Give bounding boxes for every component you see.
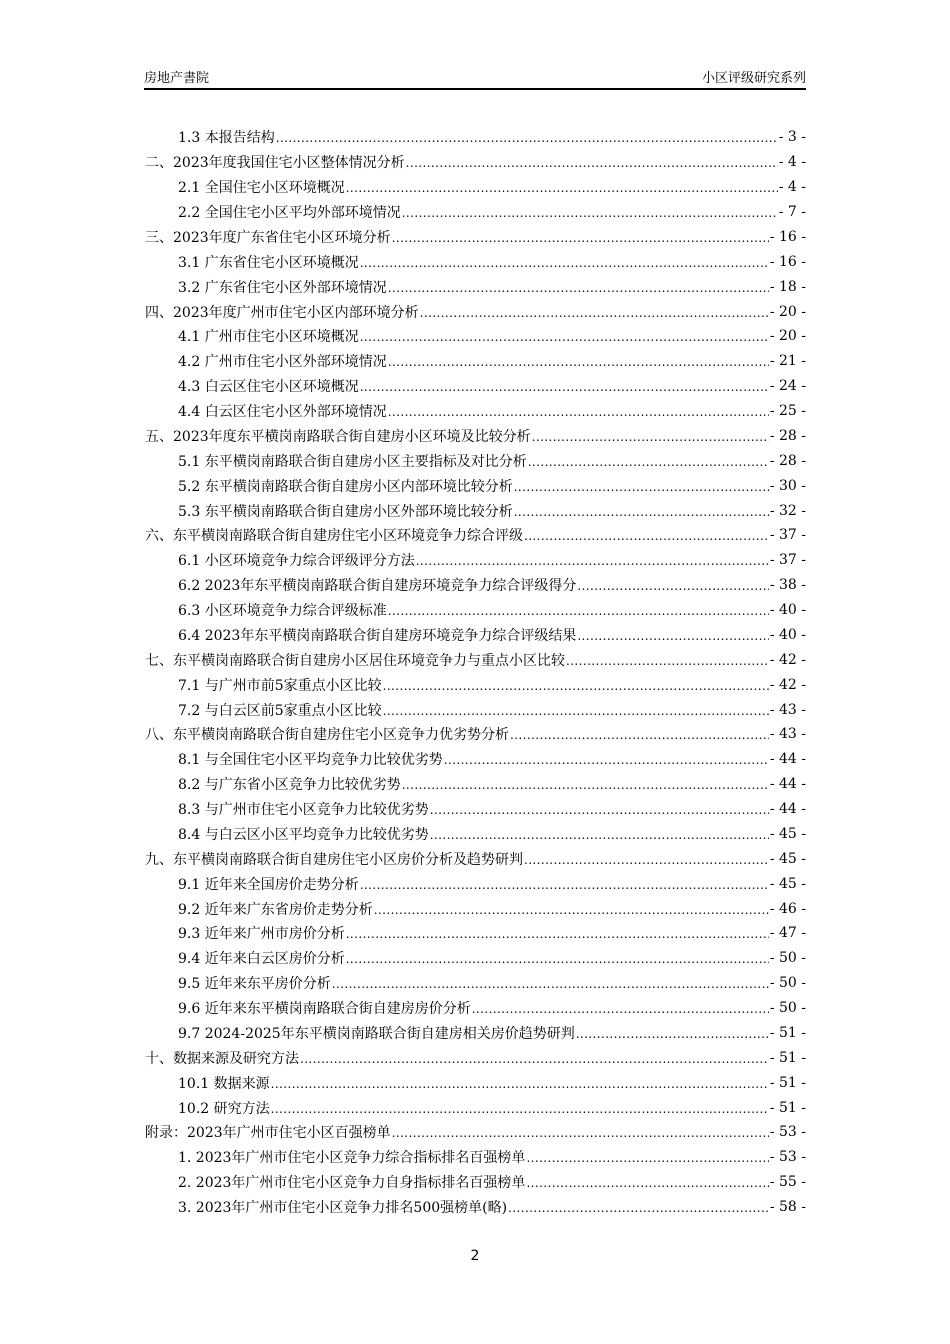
toc-chapter-entry[interactable] [145, 150, 806, 175]
dot-leader [300, 1050, 769, 1066]
dot-leader [526, 1174, 768, 1190]
toc-entry-page: - 44 - [769, 751, 806, 768]
dot-leader [346, 925, 769, 941]
dot-leader [360, 328, 769, 344]
toc-section-entry[interactable] [145, 324, 806, 349]
dot-leader [510, 726, 769, 742]
dot-leader [271, 1100, 769, 1116]
dot-leader [577, 577, 768, 593]
toc-entry-title: 5.1 东平横岗南路联合街自建房小区主要指标及对比分析 [178, 453, 527, 470]
dot-leader [528, 453, 769, 469]
toc-section-entry[interactable] [145, 448, 806, 473]
toc-entry-page: - 51 - [769, 1024, 806, 1041]
dot-leader [388, 602, 769, 618]
dot-leader [524, 527, 769, 543]
toc-entry-title: 9.2 近年来广东省房价走势分析 [178, 901, 373, 918]
toc-entry-page: - 53 - [769, 1124, 806, 1141]
dot-leader [332, 975, 769, 991]
toc-section-entry[interactable] [145, 623, 806, 648]
toc-entry-title: 10.1 数据来源 [178, 1075, 270, 1092]
toc-entry-title: 2.1 全国住宅小区环境概况 [178, 180, 345, 197]
toc-section-entry[interactable] [145, 498, 806, 523]
toc-entry-page: - 45 - [769, 850, 806, 867]
toc-entry-title: 六、东平横岗南路联合街自建房住宅小区环境竞争力综合评级 [145, 528, 523, 545]
toc-entry-page: - 42 - [769, 651, 806, 668]
toc-entry-page: - 42 - [769, 676, 806, 693]
dot-leader [346, 179, 778, 195]
toc-section-entry[interactable] [145, 473, 806, 498]
toc-entry-page: - 25 - [769, 403, 806, 420]
toc-chapter-entry[interactable] [145, 1045, 806, 1070]
toc-entry-title: 三、2023年度广东省住宅小区环境分析 [145, 229, 391, 246]
toc-entry-title: 3.1 广东省住宅小区环境概况 [178, 254, 359, 271]
toc-chapter-entry[interactable] [145, 647, 806, 672]
toc-entry-page: - 4 - [778, 154, 806, 171]
toc-entry-title: 8.1 与全国住宅小区平均竞争力比较优劣势 [178, 752, 443, 769]
toc-section-entry[interactable] [145, 697, 806, 722]
toc-section-entry[interactable] [145, 1195, 806, 1220]
toc-entry-title: 6.3 小区环境竞争力综合评级标准 [178, 603, 387, 620]
toc-section-entry[interactable] [145, 1170, 806, 1195]
toc-chapter-entry[interactable] [145, 299, 806, 324]
dot-leader [524, 851, 769, 867]
toc-entry-page: - 45 - [769, 875, 806, 892]
toc-entry-page: - 51 - [769, 1099, 806, 1116]
dot-leader [430, 801, 769, 817]
toc-chapter-entry[interactable] [145, 1120, 806, 1145]
toc-chapter-entry[interactable] [145, 846, 806, 871]
toc-entry-page: - 50 - [769, 1000, 806, 1017]
toc-entry-page: - 43 - [769, 701, 806, 718]
page-number: 2 [470, 1248, 480, 1264]
toc-chapter-entry[interactable] [145, 523, 806, 548]
toc-section-entry[interactable] [145, 548, 806, 573]
toc-entry-page: - 47 - [769, 925, 806, 942]
toc-entry-title: 4.1 广州市住宅小区环境概况 [178, 329, 359, 346]
toc-entry-title: 3. 2023年广州市住宅小区竞争力排名500强榜单(略) [178, 1200, 508, 1217]
toc-section-entry[interactable] [145, 598, 806, 623]
toc-entry-page: - 58 - [769, 1199, 806, 1216]
header-series: 小区评级研究系列 [701, 71, 806, 86]
page-header [144, 66, 806, 90]
toc-entry-page: - 20 - [769, 303, 806, 320]
toc-section-entry[interactable] [145, 573, 806, 598]
toc-entry-page: - 30 - [769, 477, 806, 494]
toc-section-entry[interactable] [145, 822, 806, 847]
dot-leader [383, 702, 769, 718]
toc-entry-page: - 16 - [769, 228, 806, 245]
dot-leader [388, 403, 769, 419]
toc-entry-page: - 28 - [769, 427, 806, 444]
toc-section-entry[interactable] [145, 672, 806, 697]
toc-entry-page: - 43 - [769, 726, 806, 743]
toc-section-entry[interactable] [145, 896, 806, 921]
dot-leader [514, 478, 769, 494]
toc-entry-page: - 40 - [769, 602, 806, 619]
toc-section-entry[interactable] [145, 772, 806, 797]
dot-leader [420, 304, 769, 320]
dot-leader [577, 627, 768, 643]
dot-leader [566, 652, 769, 668]
toc-section-entry[interactable] [145, 921, 806, 946]
dot-leader [346, 950, 769, 966]
toc-entry-title: 6.2 2023年东平横岗南路联合街自建房环境竞争力综合评级得分 [178, 578, 577, 595]
dot-leader [472, 1000, 769, 1016]
toc-section-entry[interactable] [145, 249, 806, 274]
dot-leader [392, 229, 769, 245]
toc-section-entry[interactable] [145, 1145, 806, 1170]
toc-entry-page: - 21 - [769, 353, 806, 370]
toc-entry-title: 7.1 与广州市前5家重点小区比较 [178, 677, 382, 694]
toc-entry-page: - 46 - [769, 900, 806, 917]
toc-entry-title: 8.2 与广东省小区竞争力比较优劣势 [178, 777, 401, 794]
toc-entry-title: 九、东平横岗南路联合街自建房住宅小区房价分析及趋势研判 [145, 851, 523, 868]
dot-leader [392, 1124, 769, 1140]
toc-entry-page: - 20 - [769, 328, 806, 345]
table-of-contents [145, 125, 806, 1220]
toc-entry-page: - 44 - [769, 776, 806, 793]
toc-section-entry[interactable] [145, 1095, 806, 1120]
toc-entry-title: 1. 2023年广州市住宅小区竞争力综合指标排名百强榜单 [178, 1150, 526, 1167]
toc-entry-title: 七、东平横岗南路联合街自建房小区居住环境竞争力与重点小区比较 [145, 652, 565, 669]
dot-leader [526, 1149, 768, 1165]
dot-leader [360, 378, 769, 394]
toc-entry-page: - 50 - [769, 950, 806, 967]
toc-entry-page: - 40 - [769, 626, 806, 643]
dot-leader [508, 1199, 769, 1215]
toc-entry-title: 五、2023年度东平横岗南路联合街自建房小区环境及比较分析 [145, 428, 531, 445]
toc-entry-page: - 32 - [769, 502, 806, 519]
dot-leader [532, 428, 769, 444]
toc-entry-title: 9.7 2024-2025年东平横岗南路联合街自建房相关房价趋势研判 [178, 1025, 575, 1042]
toc-entry-page: - 3 - [778, 129, 806, 146]
dot-leader [402, 204, 778, 220]
toc-section-entry[interactable] [145, 871, 806, 896]
dot-leader [388, 279, 769, 295]
toc-entry-title: 8.3 与广州市住宅小区竞争力比较优劣势 [178, 802, 429, 819]
dot-leader [271, 1075, 769, 1091]
dot-leader [430, 826, 769, 842]
dot-leader [406, 154, 778, 170]
toc-section-entry[interactable] [145, 374, 806, 399]
dot-leader [276, 129, 778, 145]
toc-entry-title: 附录：2023年广州市住宅小区百强榜单 [145, 1125, 391, 1142]
toc-entry-title: 2. 2023年广州市住宅小区竞争力自身指标排名百强榜单 [178, 1175, 526, 1192]
toc-section-entry[interactable] [145, 399, 806, 424]
toc-section-entry[interactable] [145, 274, 806, 299]
toc-entry-title: 9.1 近年来全国房价走势分析 [178, 876, 359, 893]
toc-entry-title: 二、2023年度我国住宅小区整体情况分析 [145, 155, 405, 172]
toc-entry-title: 4.4 白云区住宅小区外部环境情况 [178, 404, 387, 421]
toc-section-entry[interactable] [145, 797, 806, 822]
dot-leader [388, 353, 769, 369]
toc-chapter-entry[interactable] [145, 424, 806, 449]
toc-entry-title: 八、东平横岗南路联合街自建房住宅小区竞争力优劣势分析 [145, 727, 509, 744]
toc-entry-title: 十、数据来源及研究方法 [145, 1050, 299, 1067]
toc-entry-title: 4.2 广州市住宅小区外部环境情况 [178, 354, 387, 371]
toc-entry-title: 5.2 东平横岗南路联合街自建房小区内部环境比较分析 [178, 478, 513, 495]
toc-chapter-entry[interactable] [145, 722, 806, 747]
dot-leader [576, 1025, 769, 1041]
toc-entry-page: - 7 - [778, 204, 806, 221]
toc-section-entry[interactable] [145, 125, 806, 150]
toc-entry-title: 9.4 近年来白云区房价分析 [178, 951, 345, 968]
toc-entry-page: - 16 - [769, 253, 806, 270]
toc-entry-title: 5.3 东平横岗南路联合街自建房小区外部环境比较分析 [178, 503, 513, 520]
toc-entry-title: 6.1 小区环境竞争力综合评级评分方法 [178, 553, 415, 570]
toc-section-entry[interactable] [145, 747, 806, 772]
dot-leader [514, 503, 769, 519]
toc-entry-title: 8.4 与白云区小区平均竞争力比较优劣势 [178, 826, 429, 843]
dot-leader [360, 876, 769, 892]
toc-entry-page: - 28 - [769, 452, 806, 469]
toc-section-entry[interactable] [145, 175, 806, 200]
toc-entry-title: 9.3 近年来广州市房价分析 [178, 926, 345, 943]
header-publisher: 房地产書院 [144, 71, 210, 86]
toc-entry-title: 9.5 近年来东平房价分析 [178, 976, 331, 993]
toc-entry-title: 9.6 近年来东平横岗南路联合街自建房房价分析 [178, 1001, 471, 1018]
toc-entry-title: 7.2 与白云区前5家重点小区比较 [178, 702, 382, 719]
toc-entry-page: - 4 - [778, 179, 806, 196]
toc-entry-page: - 50 - [769, 975, 806, 992]
toc-entry-page: - 55 - [769, 1174, 806, 1191]
dot-leader [402, 776, 769, 792]
toc-entry-page: - 18 - [769, 278, 806, 295]
toc-entry-page: - 45 - [769, 825, 806, 842]
dot-leader [374, 901, 769, 917]
toc-entry-page: - 51 - [769, 1049, 806, 1066]
toc-section-entry[interactable] [145, 1021, 806, 1046]
dot-leader [444, 751, 769, 767]
dot-leader [383, 677, 769, 693]
toc-section-entry[interactable] [145, 946, 806, 971]
toc-entry-page: - 37 - [769, 552, 806, 569]
toc-section-entry[interactable] [145, 996, 806, 1021]
toc-entry-title: 2.2 全国住宅小区平均外部环境情况 [178, 205, 401, 222]
toc-entry-title: 10.2 研究方法 [178, 1100, 270, 1117]
toc-entry-page: - 51 - [769, 1074, 806, 1091]
toc-entry-title: 6.4 2023年东平横岗南路联合街自建房环境竞争力综合评级结果 [178, 627, 577, 644]
toc-entry-page: - 44 - [769, 801, 806, 818]
toc-section-entry[interactable] [145, 971, 806, 996]
toc-entry-title: 1.3 本报告结构 [178, 130, 275, 147]
toc-entry-title: 四、2023年度广州市住宅小区内部环境分析 [145, 304, 419, 321]
dot-leader [416, 552, 769, 568]
toc-chapter-entry[interactable] [145, 225, 806, 250]
toc-entry-page: - 53 - [769, 1149, 806, 1166]
toc-section-entry[interactable] [145, 200, 806, 225]
toc-entry-page: - 38 - [769, 577, 806, 594]
toc-section-entry[interactable] [145, 349, 806, 374]
toc-entry-title: 4.3 白云区住宅小区环境概况 [178, 379, 359, 396]
toc-section-entry[interactable] [145, 1070, 806, 1095]
toc-entry-title: 3.2 广东省住宅小区外部环境情况 [178, 279, 387, 296]
toc-entry-page: - 24 - [769, 378, 806, 395]
dot-leader [360, 254, 769, 270]
toc-entry-page: - 37 - [769, 527, 806, 544]
